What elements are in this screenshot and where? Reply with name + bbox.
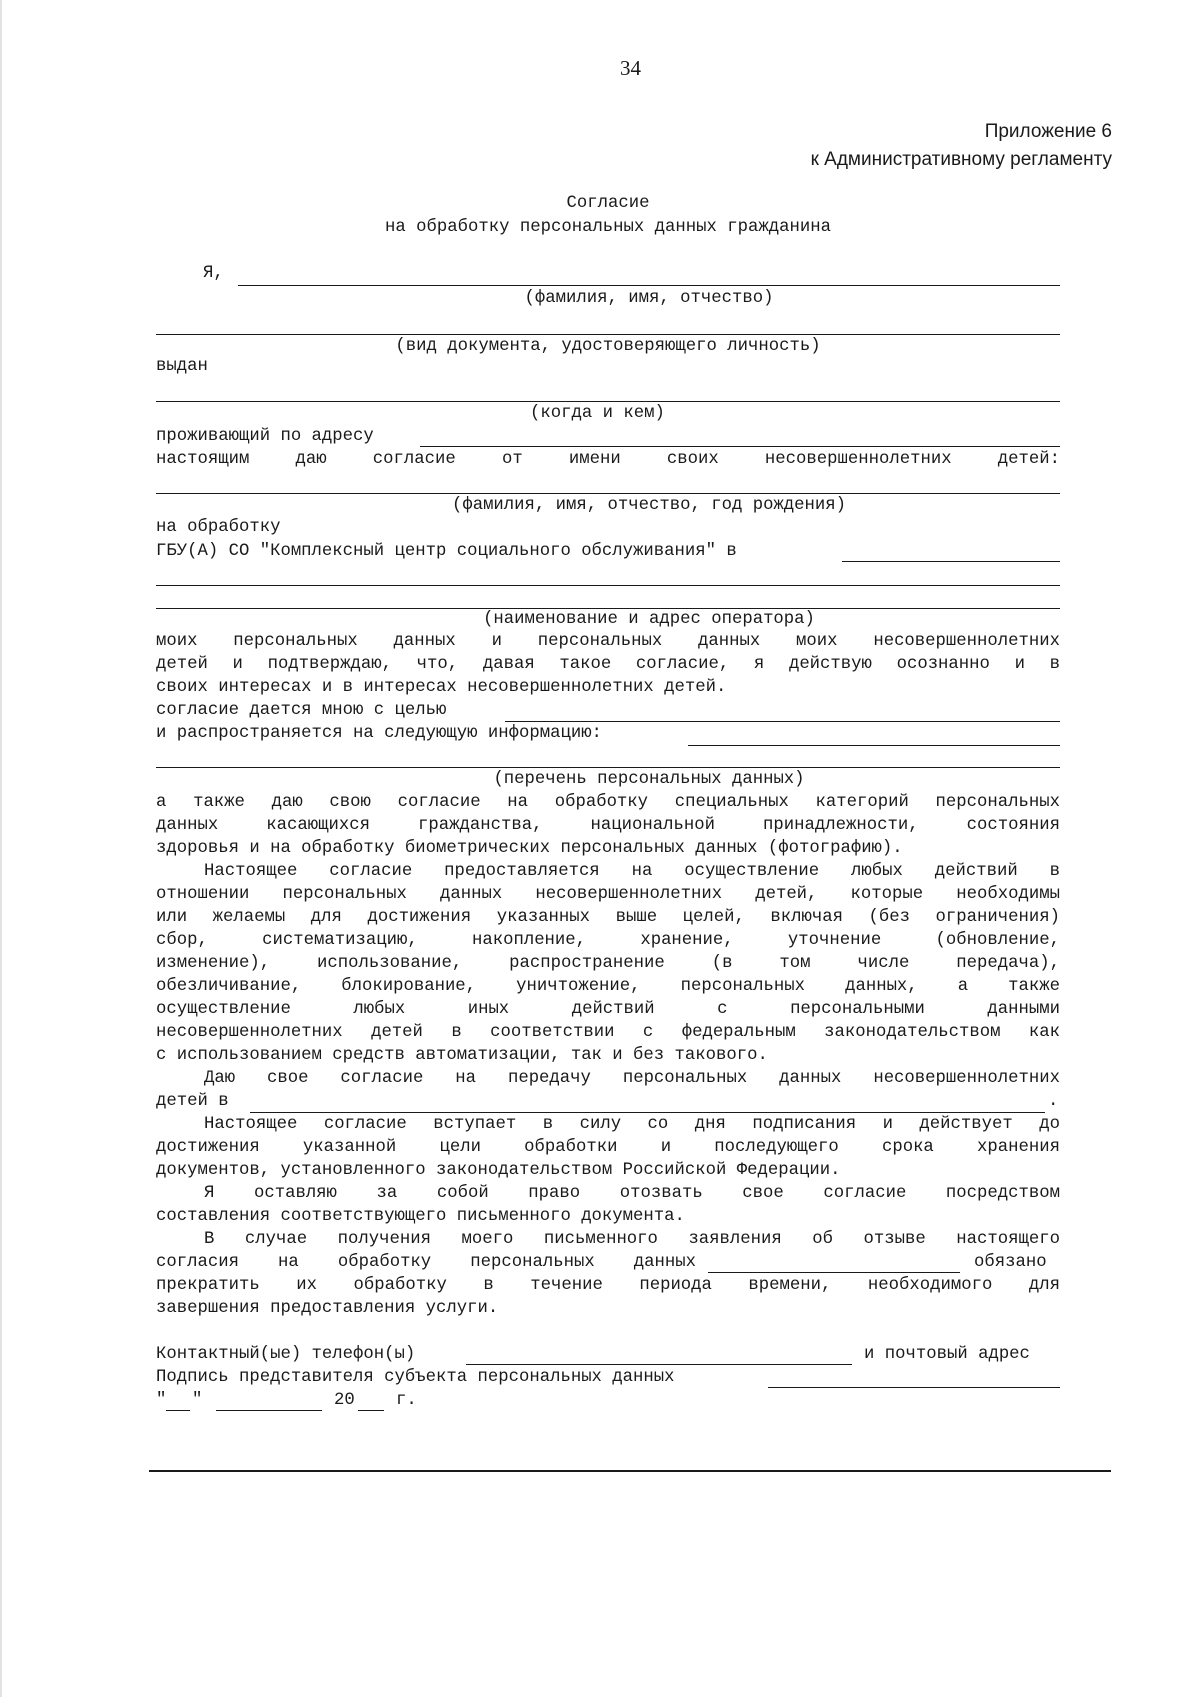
- paragraph-7-line-4: завершения предоставления услуги.: [156, 1299, 499, 1318]
- paragraph-4-line-2: детей в: [156, 1092, 229, 1111]
- phone-field-line: [466, 1364, 852, 1365]
- paragraph-1-line-3: своих интересах и в интересах несовершеннолетних детей.: [156, 678, 727, 697]
- date-year-suffix: г.: [396, 1391, 417, 1410]
- paragraph-3-line-2: отношении персональных данных несовершеннолетних детей, которые необходимы: [156, 885, 1060, 904]
- fio-hint: (фамилия, имя, отчество): [524, 289, 774, 308]
- bottom-rule: [149, 1470, 1111, 1472]
- paragraph-7-line-2b: обязано: [974, 1253, 1047, 1272]
- operator-text: ГБУ(А) СО "Комплексный центр социального обслуживания" в: [156, 542, 737, 561]
- document-hint: (вид документа, удостоверяющего личность): [395, 337, 821, 356]
- scan-edge: [0, 0, 2, 1697]
- paragraph-7-line-1: В случае получения моего письменного заявления об отзыве настоящего: [204, 1230, 1060, 1249]
- paragraph-2-line-3: здоровья и на обработку биометрических персональных данных (фотографию).: [156, 839, 903, 858]
- paragraph-2-line-1: а также даю свою согласие на обработку специальных категорий персональных: [156, 793, 1060, 812]
- applies-label: и распространяется на следующую информацию:: [156, 724, 602, 743]
- date-year-line: [358, 1410, 384, 1411]
- document-field-line: [156, 334, 1060, 335]
- paragraph-6-line-2: составления соответствующего письменного документа.: [156, 1207, 685, 1226]
- transfer-field-line: [250, 1112, 1045, 1113]
- date-quote-open: ": [156, 1391, 167, 1410]
- paragraph-5-line-3: документов, установленного законодательством Российской Федерации.: [156, 1161, 841, 1180]
- paragraph-7-line-3: прекратить их обработку в течение периода времени, необходимого для: [156, 1276, 1060, 1295]
- paragraph-6-line-1: Я оставляю за собой право отозвать свое согласие посредством: [204, 1184, 1060, 1203]
- paragraph-7-line-2a: согласия на обработку персональных данных: [156, 1253, 696, 1272]
- purpose-field-line: [505, 721, 1060, 722]
- postal-label: и почтовый адрес: [864, 1345, 1030, 1364]
- document-title: Согласие: [566, 194, 650, 213]
- date-year-prefix: 20: [334, 1391, 355, 1410]
- date-month-line: [216, 1410, 322, 1411]
- i-label: Я,: [203, 264, 224, 283]
- paragraph-1-line-2: детей и подтверждаю, что, давая такое согласие, я действую осознанно и в: [156, 655, 1060, 674]
- operator-field-line-3: [156, 608, 1060, 609]
- pd-hint: (перечень персональных данных): [493, 770, 805, 789]
- paragraph-2-line-2: данных касающихся гражданства, национальной принадлежности, состояния: [156, 816, 1060, 835]
- pd-field-line: [156, 767, 1060, 768]
- paragraph-3-line-3: или желаемы для достижения указанных выше целей, включая (без ограничения): [156, 908, 1060, 927]
- paragraph-5-line-2: достижения указанной цели обработки и последующего срока хранения: [156, 1138, 1060, 1157]
- date-day-line: [166, 1410, 190, 1411]
- appendix-header: [811, 118, 1112, 174]
- paragraph-3-line-4: сбор, систематизацию, накопление, хранение, уточнение (обновление,: [156, 931, 1060, 950]
- page-number: 34: [620, 56, 641, 80]
- purpose-label: согласие дается мною с целью: [156, 701, 447, 720]
- appendix-line-2: к Административному регламенту: [810, 149, 1112, 170]
- paragraph-4-dot: .: [1048, 1092, 1059, 1111]
- operator-name-field-line: [708, 1272, 960, 1273]
- signature-field-line: [768, 1387, 1060, 1388]
- paragraph-3-line-5: изменение), использование, распространение (в том числе передача),: [156, 954, 1060, 973]
- paragraph-3-line-1: Настоящее согласие предоставляется на осуществление любых действий в: [204, 862, 1060, 881]
- address-label: проживающий по адресу: [156, 427, 374, 446]
- consent-children-text: настоящим даю согласие от имени своих несовершеннолетних детей:: [156, 450, 1060, 469]
- fio-field-line: [238, 285, 1060, 286]
- document-subtitle: на обработку персональных данных гражданина: [385, 218, 831, 237]
- issued-label: выдан: [156, 357, 208, 376]
- signature-label: Подпись представителя субъекта персональных данных: [156, 1368, 675, 1387]
- operator-field-line-2: [156, 585, 1060, 586]
- when-hint: (когда и кем): [530, 404, 665, 423]
- operator-field-line: [842, 561, 1060, 562]
- phone-label: Контактный(ые) телефон(ы): [156, 1345, 416, 1364]
- paragraph-3-line-6: обезличивание, блокирование, уничтожение, персональных данных, а также: [156, 977, 1060, 996]
- appendix-line-1: Приложение 6: [984, 121, 1112, 142]
- date-quote-close: ": [192, 1391, 203, 1410]
- applies-field-line: [688, 745, 1060, 746]
- children-hint: (фамилия, имя, отчество, год рождения): [451, 496, 847, 515]
- issued-field-line: [156, 401, 1060, 402]
- paragraph-3-line-9: с использованием средств автоматизации, так и без такового.: [156, 1046, 768, 1065]
- paragraph-1-line-1: моих персональных данных и персональных данных моих несовершеннолетних: [156, 632, 1060, 651]
- for-processing-label: на обработку: [156, 518, 281, 537]
- address-field-line: [420, 446, 1060, 447]
- operator-hint: (наименование и адрес оператора): [483, 610, 815, 629]
- paragraph-4-line-1: Даю свое согласие на передачу персональных данных несовершеннолетних: [204, 1069, 1060, 1088]
- paragraph-3-line-8: несовершеннолетних детей в соответствии с федеральным законодательством как: [156, 1023, 1060, 1042]
- paragraph-5-line-1: Настоящее согласие вступает в силу со дня подписания и действует до: [204, 1115, 1060, 1134]
- paragraph-3-line-7: осуществление любых иных действий с персональными данными: [156, 1000, 1060, 1019]
- children-field-line: [156, 493, 1060, 494]
